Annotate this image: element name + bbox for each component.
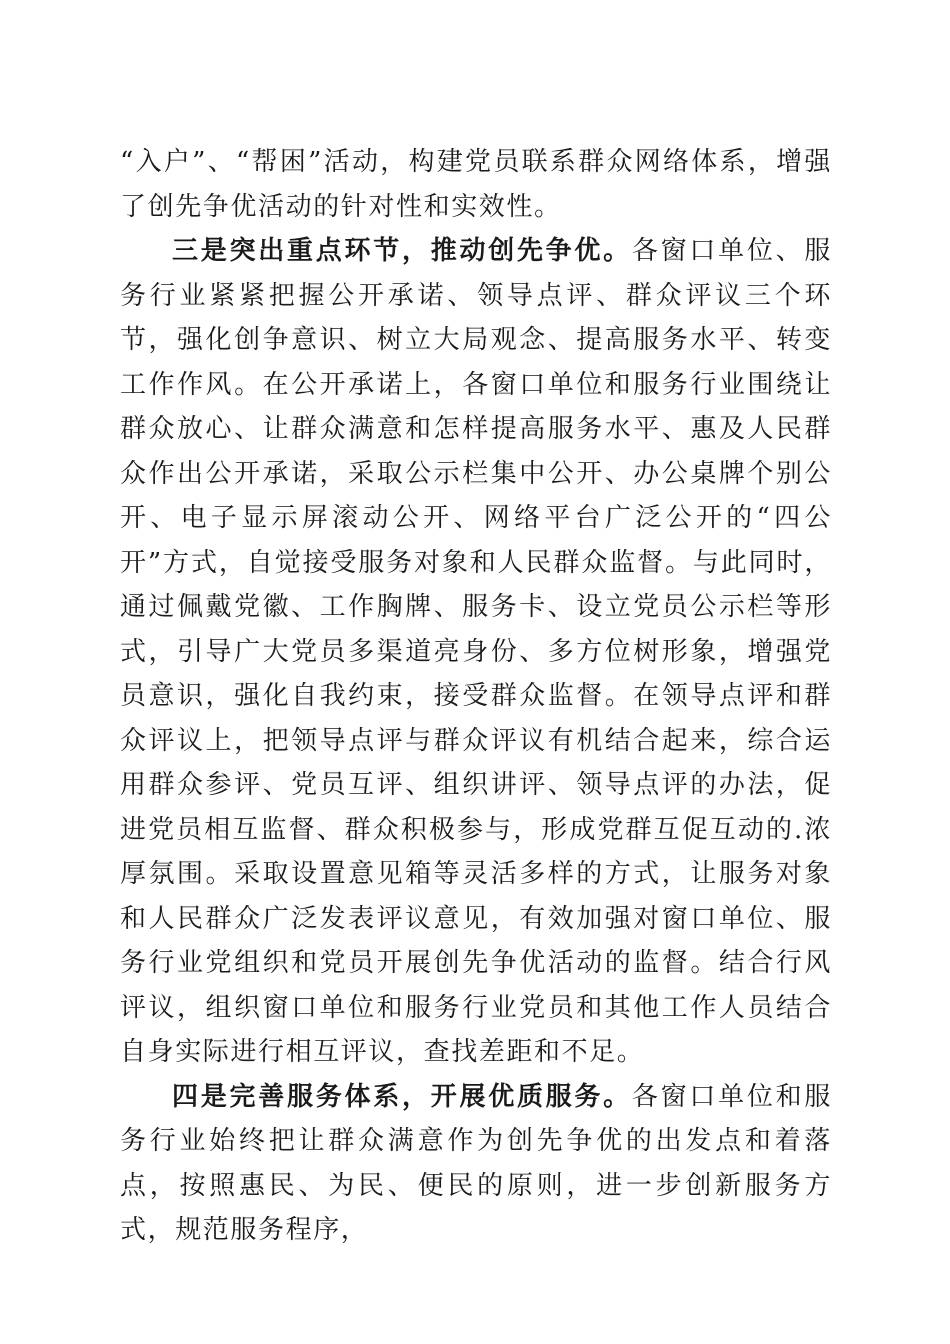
- paragraph-heading: 三是突出重点环节，推动创先争优。: [172, 236, 632, 266]
- paragraph-text: 各窗口单位、服务行业紧紧把握公开承诺、领导点评、群众评议三个环节，强化创争意识、树立大局观念、提高服务水平、转变工作作风。在公开承诺上，各窗口单位和服务行业围绕让群众放心、让群众满意和怎样提高服务水平、惠及人民群众作出公开承诺，采取公示栏集中公开、办公桌牌个别公开、电子显示屏滚动公开、网络平台广泛公开的“四公开”方式，自觉接受服务对象和人民群众监督。与此同时，通过佩戴党徽、工作胸牌、服务卡、设立党员公示栏等形式，引导广大党员多渠道亮身份、多方位树形象，增强党员意识，强化自我约束，接受群众监督。在领导点评和群众评议上，把领导点评与群众评议有机结合起来，综合运用群众参评、党员互评、组织讲评、领导点评的办法，促进党员相互监督、群众积极参与，形成党群互促互动的.浓厚氛围。采取设置意见箱等灵活多样的方式，让服务对象和人民群众广泛发表评议意见，有效加强对窗口单位、服务行业党组织和党员开展创先争优活动的监督。结合行风评议，组织窗口单位和服务行业党员和其他工作人员结合自身实际进行相互评议，查找差距和不足。: [120, 236, 832, 1067]
- paragraph-section-three: [120, 229, 832, 1075]
- paragraph-continuation: [120, 140, 832, 229]
- paragraph-section-four: [120, 1075, 832, 1253]
- paragraph-text: 各窗口单位和服务行业始终把让群众满意作为创先争优的出发点和着落点，按照惠民、为民、便民的原则，进一步创新服务方式，规范服务程序，: [120, 1081, 832, 1245]
- paragraph-heading: 四是完善服务体系，开展优质服务。: [172, 1081, 632, 1112]
- paragraph-text: “入户”、“帮困”活动，构建党员联系群众网络体系，增强了创先争优活动的针对性和实效性。: [120, 147, 832, 222]
- document-page: [120, 140, 832, 1253]
